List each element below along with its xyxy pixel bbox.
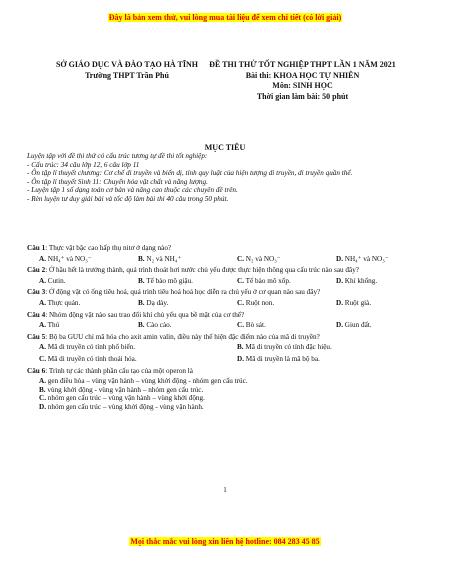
answer-option	[225, 255, 324, 264]
department-name: SỞ GIÁO DỤC VÀ ĐÀO TẠO HÀ TĨNH	[55, 60, 199, 69]
answer-options	[27, 255, 423, 264]
option-key: D.	[336, 276, 343, 285]
objective-line: - Cấu trúc: 34 câu lớp 12, 6 câu lớp 11	[27, 160, 140, 169]
question-text: : Ở động vật có ống tiêu hoá, quá trình tiêu hoá hoá học diễn ra chủ yếu ở cơ quan nào sau đây?	[45, 288, 321, 297]
objective-line: - Ôn tập lí thuyết chương: Cơ chế di truyền và biến dị, tính quy luật của hiện tượng di truyền, di truyền quần thể.	[27, 169, 353, 178]
answer-options	[27, 343, 423, 352]
header-left	[27, 60, 227, 81]
question-label: Câu 6	[27, 366, 46, 375]
question-text: : Thực vật bậc cao hấp thụ nitơ ở dạng nào?	[45, 244, 172, 252]
question	[27, 333, 423, 342]
option-text: Ruột già.	[344, 298, 372, 307]
question	[27, 288, 423, 297]
option-key: A.	[39, 276, 46, 285]
question	[27, 311, 423, 320]
option-key: D.	[336, 254, 343, 263]
objective-line: - Ôn tập lí thuyết Sinh 11: Chuyển hóa vật chất và năng lượng.	[27, 177, 208, 186]
option-key: D.	[237, 354, 244, 363]
answer-option	[27, 255, 126, 264]
option-key: C.	[237, 321, 244, 330]
option-text: Khí khổng.	[344, 276, 378, 285]
objective-line: - Rèn luyện tư duy giải bài và tốc độ làm bài thi 40 câu trong 50 phút.	[27, 194, 229, 203]
option-key: A.	[39, 321, 46, 330]
option-text: N₂ và NH₄⁺	[146, 254, 182, 263]
option-key: D.	[336, 298, 343, 307]
option-text: N₂ và NO₃⁻	[245, 254, 281, 263]
answer-option	[27, 343, 225, 352]
option-text: Ruột non.	[245, 298, 275, 307]
option-text: Tế bào mô xốp.	[245, 276, 291, 285]
question	[27, 244, 423, 253]
section-title: MỤC TIÊU	[204, 143, 246, 152]
preview-banner-text: Đây là bản xem thử, vui lòng mua tài liệu để xem chi tiết (có lời giải)	[108, 13, 342, 22]
option-key: A.	[39, 254, 46, 263]
header-right	[205, 60, 400, 102]
option-key: B.	[39, 385, 46, 394]
answer-option	[27, 394, 423, 403]
question-text: : Bộ ba GUU chỉ mã hóa cho axit amin valin, điều này thể hiện đặc điểm nào của mã di truyền?	[45, 332, 320, 341]
objective-line: Luyện tập với đề thi thử có cấu trúc tương tự đề thi tốt nghiệp:	[27, 152, 208, 160]
option-key: C.	[39, 394, 46, 403]
exam-duration: Thời gian làm bài: 50 phút	[256, 91, 349, 101]
option-text: gen điều hòa – vùng vận hành – vùng khởi động - nhóm gen cấu trúc.	[47, 377, 248, 386]
answer-option	[126, 321, 225, 330]
question-text: : Nhóm động vật nào sau trao đổi khí chủ yếu qua bề mặt của cơ thể?	[45, 310, 245, 319]
answer-option	[225, 355, 423, 364]
option-text: Dạ dày.	[146, 298, 169, 307]
option-text: Thực quản.	[47, 298, 81, 307]
answer-options	[27, 355, 423, 364]
answer-option	[27, 355, 225, 364]
preview-banner	[0, 13, 450, 22]
hotline-banner	[0, 537, 450, 546]
answer-option	[126, 299, 225, 308]
school-name: Trường THPT Trần Phú	[85, 70, 169, 80]
answer-option	[324, 255, 423, 264]
option-text: Giun đất.	[344, 321, 372, 330]
answer-option	[225, 277, 324, 286]
answer-option	[27, 299, 126, 308]
question-list	[27, 244, 423, 412]
option-text: vùng khởi động - vùng vận hành – nhóm gen cấu trúc.	[47, 385, 204, 394]
option-text: nhóm gen cấu trúc – vùng khởi động - vùng vận hành.	[47, 402, 204, 411]
answer-option	[27, 386, 423, 395]
option-text: nhóm gen cấu trúc – vùng vận hành – vùng khởi động.	[47, 394, 205, 403]
option-key: C.	[39, 354, 46, 363]
answer-option	[27, 277, 126, 286]
answer-option	[225, 321, 324, 330]
answer-options	[27, 277, 423, 286]
question-label: Câu 1	[27, 244, 46, 252]
option-key: B.	[138, 321, 145, 330]
answer-option	[126, 255, 225, 264]
question-text: : Trình tự các thành phần cấu tạo của một operon là	[45, 366, 193, 375]
option-text: Mã di truyền có tính đặc hiệu.	[245, 343, 332, 352]
question-label: Câu 3	[27, 288, 46, 297]
exam-title: ĐỀ THI THỬ TỐT NGHIỆP THPT LẦN 1 NĂM 2021	[209, 60, 396, 69]
option-key: D.	[336, 321, 343, 330]
option-key: D.	[39, 402, 46, 411]
answer-option	[324, 321, 423, 330]
option-key: C.	[237, 276, 244, 285]
answer-option	[324, 299, 423, 308]
page-number: 1	[223, 486, 227, 494]
option-text: Mã di truyền là mã bộ ba.	[245, 354, 320, 363]
answer-options	[27, 321, 423, 330]
exam-section: Bài thi: KHOA HỌC TỰ NHIÊN	[245, 70, 360, 80]
question-text: : Ở hầu hết là trưởng thành, quá trình thoát hơi nước chủ yếu được thực hiện thông qua cấu trúc nào sau đây?	[45, 266, 359, 275]
option-key: A.	[39, 298, 46, 307]
answer-option	[225, 343, 423, 352]
answer-option	[126, 277, 225, 286]
option-text: Mã di truyền có tính phổ biến.	[47, 343, 136, 352]
option-text: Cutin.	[47, 276, 66, 285]
answer-option	[324, 277, 423, 286]
question-label: Câu 4	[27, 310, 46, 319]
option-key: B.	[138, 298, 145, 307]
exam-subject: Môn: SINH HỌC	[272, 81, 333, 90]
question-label: Câu 2	[27, 266, 46, 275]
question-label: Câu 5	[27, 332, 46, 341]
answer-option	[27, 403, 423, 412]
option-key: C.	[237, 254, 244, 263]
option-key: C.	[237, 298, 244, 307]
option-text: Thú	[47, 321, 60, 330]
option-text: NH₄⁺ và NO₃⁻	[344, 254, 389, 263]
answer-options	[27, 299, 423, 308]
question	[27, 367, 423, 376]
option-key: A.	[39, 343, 46, 352]
option-text: Cào cào.	[146, 321, 172, 330]
option-key: A.	[39, 377, 46, 386]
answer-option	[27, 377, 423, 386]
option-text: Tế bào mô giậu.	[146, 276, 193, 285]
option-key: B.	[138, 254, 145, 263]
option-text: NH₄⁺ và NO₃⁻	[47, 254, 92, 263]
hotline-banner-text: Mọi thắc mắc vui lòng xin liên hệ hotline: 084 283 45 85	[130, 537, 320, 546]
option-text: Bò sát.	[245, 321, 266, 330]
option-text: Mã di truyền có tính thoái hóa.	[47, 354, 137, 363]
objective-line: - Luyện tập 1 số dạng toán cơ bản và nâng cao thuộc các chuyên đề trên.	[27, 186, 238, 195]
question	[27, 266, 423, 275]
answer-option	[27, 321, 126, 330]
option-key: B.	[237, 343, 244, 352]
answer-option	[225, 299, 324, 308]
option-key: B.	[138, 276, 145, 285]
objectives	[27, 152, 423, 204]
